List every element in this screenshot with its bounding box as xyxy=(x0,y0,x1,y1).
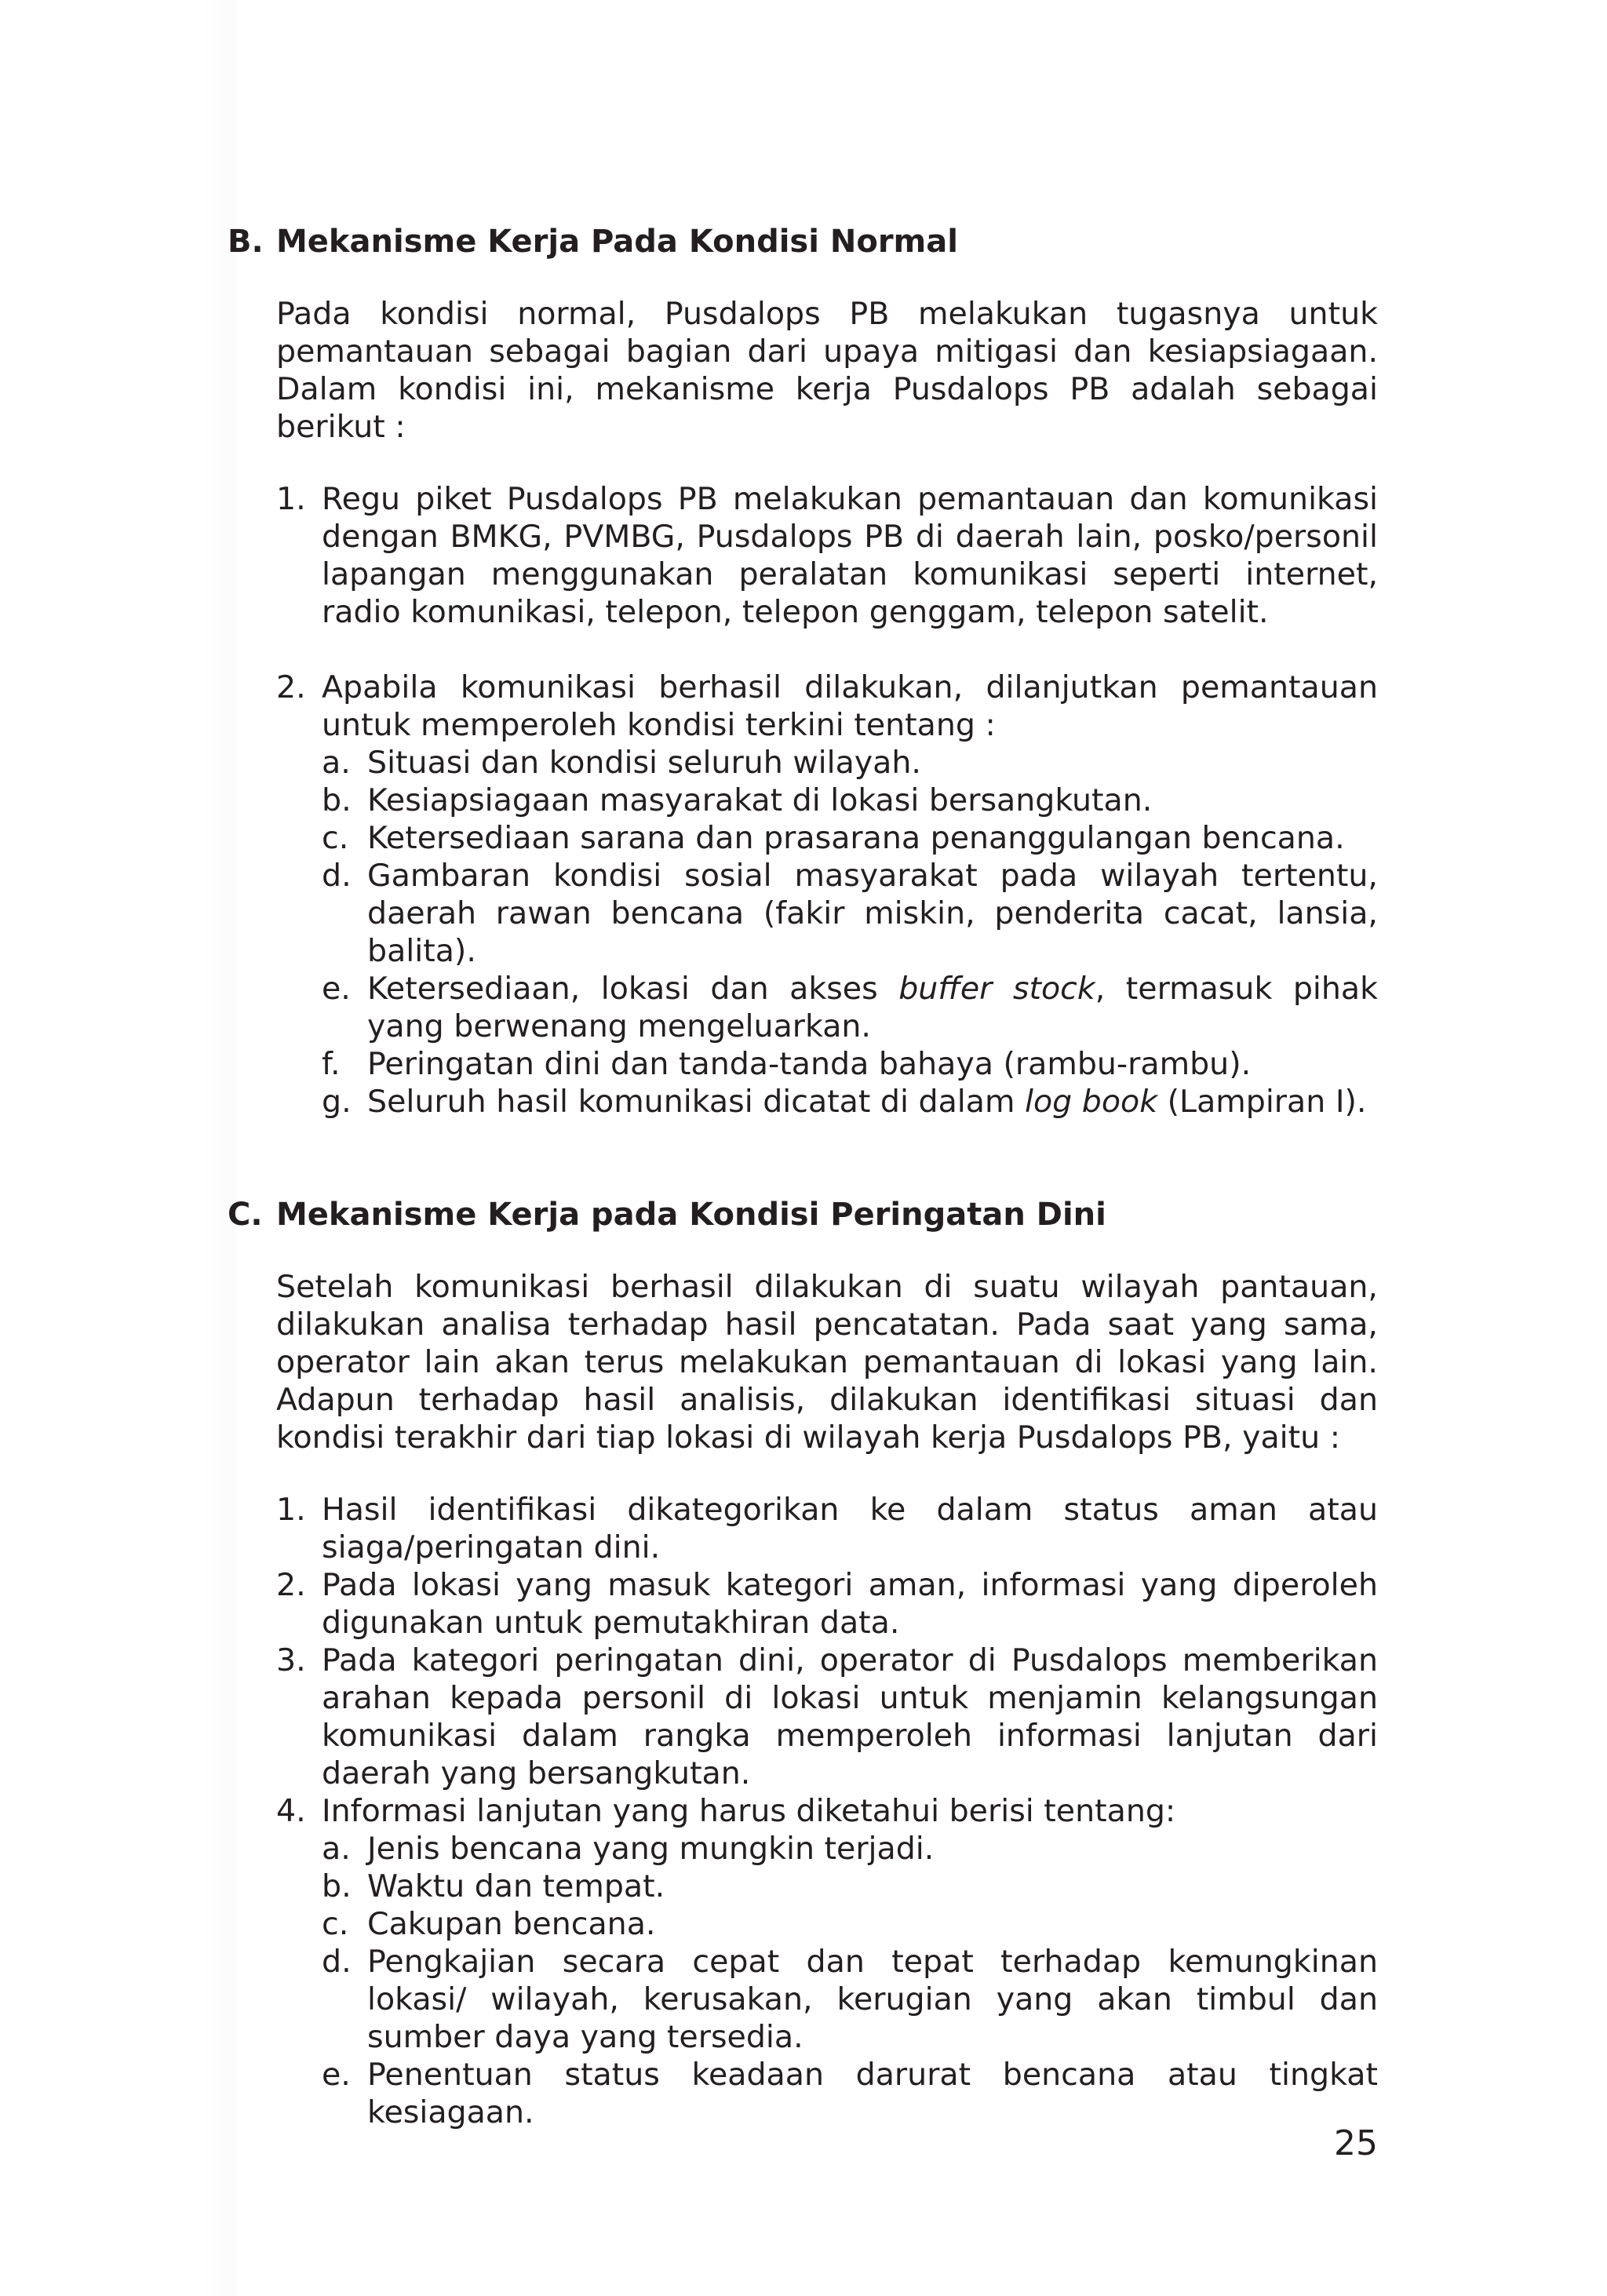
sub-list-item-text: Pengkajian secara cepat dan tepat terhadap kemungkinan lokasi/ wilayah, kerusakan, kerugian yang akan timbul dan sumber daya yang tersedia. xyxy=(367,1944,1378,2055)
section-b-heading xyxy=(228,223,1378,261)
sub-list-item-text: Jenis bencana yang mungkin terjadi. xyxy=(367,1831,935,1867)
sub-list-item-text: Peringatan dini dan tanda-tanda bahaya (rambu-rambu). xyxy=(367,1046,1252,1082)
sub-list-marker: e. xyxy=(322,2057,351,2093)
sub-list-marker: d. xyxy=(322,1944,352,1980)
sub-list-marker: b. xyxy=(322,782,352,818)
sub-list-marker: c. xyxy=(322,820,349,856)
sub-list-marker: f. xyxy=(322,1046,341,1082)
section-b-title: Mekanisme Kerja Pada Kondisi Normal xyxy=(276,224,958,260)
document-body xyxy=(228,223,1378,2131)
sub-list-item-text: Ketersediaan sarana dan prasarana penanggulangan bencana. xyxy=(367,820,1345,856)
section-b-list xyxy=(228,480,1378,1121)
page-number: 25 xyxy=(1334,2123,1378,2163)
sub-list-item-text: Kesiapsiagaan masyarakat di lokasi bersangkutan. xyxy=(367,782,1153,818)
sub-list-item xyxy=(322,1905,1378,1943)
sub-list xyxy=(322,744,1378,1121)
sub-list-item xyxy=(322,1830,1378,1868)
section-c-letter: C. xyxy=(228,1197,263,1233)
list-item xyxy=(276,480,1378,631)
list-marker: 4. xyxy=(276,1793,306,1829)
list-marker: 1. xyxy=(276,481,306,517)
list-item-text: Hasil identifikasi dikategorikan ke dalam status aman atau siaga/peringatan dini. xyxy=(322,1492,1378,1565)
sub-list-marker: c. xyxy=(322,1906,349,1942)
list-item xyxy=(276,1566,1378,1642)
section-c-title: Mekanisme Kerja pada Kondisi Peringatan Dini xyxy=(276,1197,1106,1233)
list-item xyxy=(276,669,1378,1121)
sub-list-item-text: Waktu dan tempat. xyxy=(367,1868,665,1904)
list-marker: 2. xyxy=(276,1567,306,1603)
list-marker: 2. xyxy=(276,669,306,705)
sub-list-item xyxy=(322,857,1378,970)
list-marker: 1. xyxy=(276,1492,306,1528)
sub-list-item xyxy=(322,744,1378,782)
sub-list-item-text: Seluruh hasil komunikasi dicatat di dalam log book (Lampiran I). xyxy=(367,1084,1367,1120)
sub-list-marker: a. xyxy=(322,1831,351,1867)
sub-list-marker: b. xyxy=(322,1868,352,1904)
list-item-text: Pada lokasi yang masuk kategori aman, informasi yang diperoleh digunakan untuk pemutakhiran data. xyxy=(322,1567,1378,1641)
section-c-intro: Setelah komunikasi berhasil dilakukan di suatu wilayah pantauan, dilakukan analisa terhadap hasil pencatatan. Pada saat yang sama, operator lain akan terus melakukan pemantauan di lokasi yang lain. Adapun terhadap hasil analisis, dilakukan identifikasi situasi dan kondisi terakhir dari tiap lokasi di wilayah kerja Pusdalops PB, yaitu : xyxy=(276,1269,1378,1456)
sub-list-item-text: Penentuan status keadaan darurat bencana atau tingkat kesiagaan. xyxy=(367,2057,1378,2130)
sub-list-item xyxy=(322,970,1378,1045)
section-b-intro: Pada kondisi normal, Pusdalops PB melakukan tugasnya untuk pemantauan sebagai bagian dari upaya mitigasi dan kesiapsiagaan. Dalam kondisi ini, mekanisme kerja Pusdalops PB adalah sebagai berikut : xyxy=(276,296,1378,445)
sub-list-item-text: Gambaran kondisi sosial masyarakat pada wilayah tertentu, daerah rawan bencana (fakir miskin, penderita cacat, lansia, balita). xyxy=(367,858,1378,969)
list-item-text: Pada kategori peringatan dini, operator di Pusdalops memberikan arahan kepada personil di lokasi untuk menjamin kelangsungan komunikasi dalam rangka memperoleh informasi lanjutan dari daerah yang bersangkutan. xyxy=(322,1642,1378,1791)
italic-term: log book xyxy=(1025,1084,1158,1120)
sub-list-item xyxy=(322,1868,1378,1905)
sub-list-item xyxy=(322,1943,1378,2056)
sub-list-item xyxy=(322,2056,1378,2131)
sub-list xyxy=(322,1830,1378,2131)
italic-term: buffer stock xyxy=(898,971,1095,1007)
sub-list-item xyxy=(322,782,1378,819)
section-c-heading xyxy=(228,1196,1378,1234)
sub-list-item-text: Cakupan bencana. xyxy=(367,1906,656,1942)
section-b-letter: B. xyxy=(228,224,264,260)
list-item xyxy=(276,1491,1378,1566)
list-marker: 3. xyxy=(276,1642,306,1678)
sub-list-marker: a. xyxy=(322,745,351,781)
page-edge-shade xyxy=(0,0,235,2296)
sub-list-marker: d. xyxy=(322,858,352,894)
sub-list-item xyxy=(322,1083,1378,1121)
list-item-text: Regu piket Pusdalops PB melakukan pemantauan dan komunikasi dengan BMKG, PVMBG, Pusdalops PB di daerah lain, posko/personil lapangan menggunakan peralatan komunikasi seperti internet, radio komunikasi, telepon, telepon genggam, telepon satelit. xyxy=(322,481,1378,630)
list-item xyxy=(276,1642,1378,1792)
sub-list-item-text: Situasi dan kondisi seluruh wilayah. xyxy=(367,745,921,781)
sub-list-item xyxy=(322,1045,1378,1083)
section-c-list xyxy=(228,1491,1378,2131)
list-item-text: Apabila komunikasi berhasil dilakukan, dilanjutkan pemantauan untuk memperoleh kondisi terkini tentang : xyxy=(322,669,1378,743)
list-item xyxy=(276,1792,1378,2131)
sub-list-marker: e. xyxy=(322,971,351,1007)
sub-list-item-text: Ketersediaan, lokasi dan akses buffer stock, termasuk pihak yang berwenang mengeluarkan. xyxy=(367,971,1378,1044)
sub-list-marker: g. xyxy=(322,1084,352,1120)
list-item-text: Informasi lanjutan yang harus diketahui berisi tentang: xyxy=(322,1793,1176,1829)
sub-list-item xyxy=(322,819,1378,857)
